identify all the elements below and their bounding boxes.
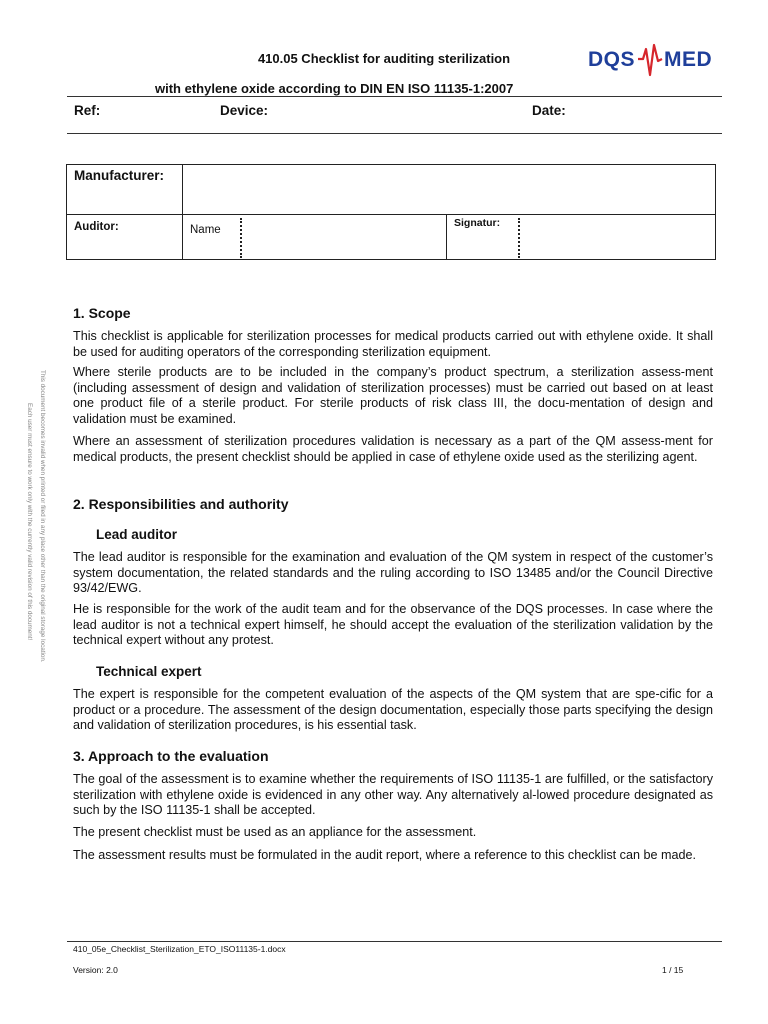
approach-paragraph-2: The present checklist must be used as an appliance for the assessment.	[73, 825, 477, 839]
logo-text-left: DQS	[588, 48, 636, 71]
signature-field[interactable]	[520, 216, 714, 258]
form-row-divider	[66, 214, 716, 215]
technical-expert-paragraph: The expert is responsible for the competent evaluation of the aspects of the QM system that are spe-cific for a product or a procedure. The assessment of the design documentation, especially those parts specifying the design and validation of sterilization procedures, is his essential task.	[73, 687, 713, 732]
lead-auditor-paragraph-2: He is responsible for the work of the audit team and for the observance of the DQS processes. In case where the lead auditor is not a technical expert himself, he should accept the evaluation of the sterilization validation by the technical expert without any protest.	[73, 602, 713, 647]
heartbeat-icon	[638, 45, 662, 75]
signature-divider	[446, 214, 447, 260]
lead-auditor-heading: Lead auditor	[96, 527, 178, 542]
logo-text-right: MED	[664, 48, 713, 71]
signature-label: Signatur:	[454, 217, 501, 229]
footer-page-number: 1 / 15	[662, 965, 684, 975]
section-responsibilities-heading: 2. Responsibilities and authority	[73, 496, 289, 512]
document-title-line2: with ethylene oxide according to DIN EN ISO 11135-1:2007	[155, 81, 514, 96]
side-note-invalid-print: This document becomes invalid when printed or filed in any place other than the original storage location.	[39, 370, 46, 663]
device-label: Device:	[220, 103, 269, 118]
technical-expert-heading: Technical expert	[96, 664, 202, 679]
lead-auditor-paragraph-1: The lead auditor is responsible for the examination and evaluation of the QM system in respect of the customer’s system documentation, the related standards and the ruling according to ISO 13485 and/or the Council Directive 93/42/EWG.	[73, 550, 713, 595]
manufacturer-field[interactable]	[183, 165, 715, 213]
date-label: Date:	[532, 103, 566, 118]
scope-paragraph-3: Where an assessment of sterilization procedures validation is necessary as a part of the QM assess-ment for medical products, the present checklist should be applied in case of ethylene oxide used as the sterilizing agent.	[73, 434, 713, 464]
manufacturer-label: Manufacturer:	[74, 168, 165, 183]
scope-paragraph-2: Where sterile products are to be included in the company’s product spectrum, a sterilization assess-ment (including assessment of design and validation of sterilization processes) must be carried out based on at least one product file of a sterile product. For sterile products of risk class III, the docu-mentation of design and validation must be examined.	[73, 365, 713, 426]
footer-version: Version: 2.0	[73, 965, 118, 975]
header-rule-bottom	[67, 133, 722, 134]
scope-paragraph-1: This checklist is applicable for sterilization processes for medical products carried out with ethylene oxide. It shall be used for auditing operators of the corresponding sterilization equipment.	[73, 329, 713, 359]
approach-paragraph-1: The goal of the assessment is to examine whether the requirements of ISO 11135-1 are fulfilled, or the satisfactory sterilization with ethylene oxide is evidenced in any other way. Any alternatively al-lowed procedure designated as such by the ISO 11135-1 shall be accepted.	[73, 772, 713, 817]
auditor-name-label: Name	[190, 224, 221, 236]
ref-label: Ref:	[74, 103, 101, 118]
section-scope-heading: 1. Scope	[73, 305, 131, 321]
dqs-med-logo	[588, 41, 718, 81]
auditor-name-field[interactable]	[242, 216, 442, 258]
section-approach-heading: 3. Approach to the evaluation	[73, 748, 269, 764]
footer-filename: 410_05e_Checklist_Sterilization_ETO_ISO11135-1.docx	[73, 944, 286, 954]
document-title-line1: 410.05 Checklist for auditing sterilization	[257, 51, 511, 66]
approach-paragraph-3: The assessment results must be formulated in the audit report, where a reference to this checklist can be made.	[73, 848, 696, 862]
header-rule-top	[67, 96, 722, 97]
auditor-label: Auditor:	[74, 221, 119, 233]
side-note-valid-revision: Each user must ensure to work only with the currently valid revision of this document!	[26, 403, 33, 641]
footer-rule	[67, 941, 722, 942]
